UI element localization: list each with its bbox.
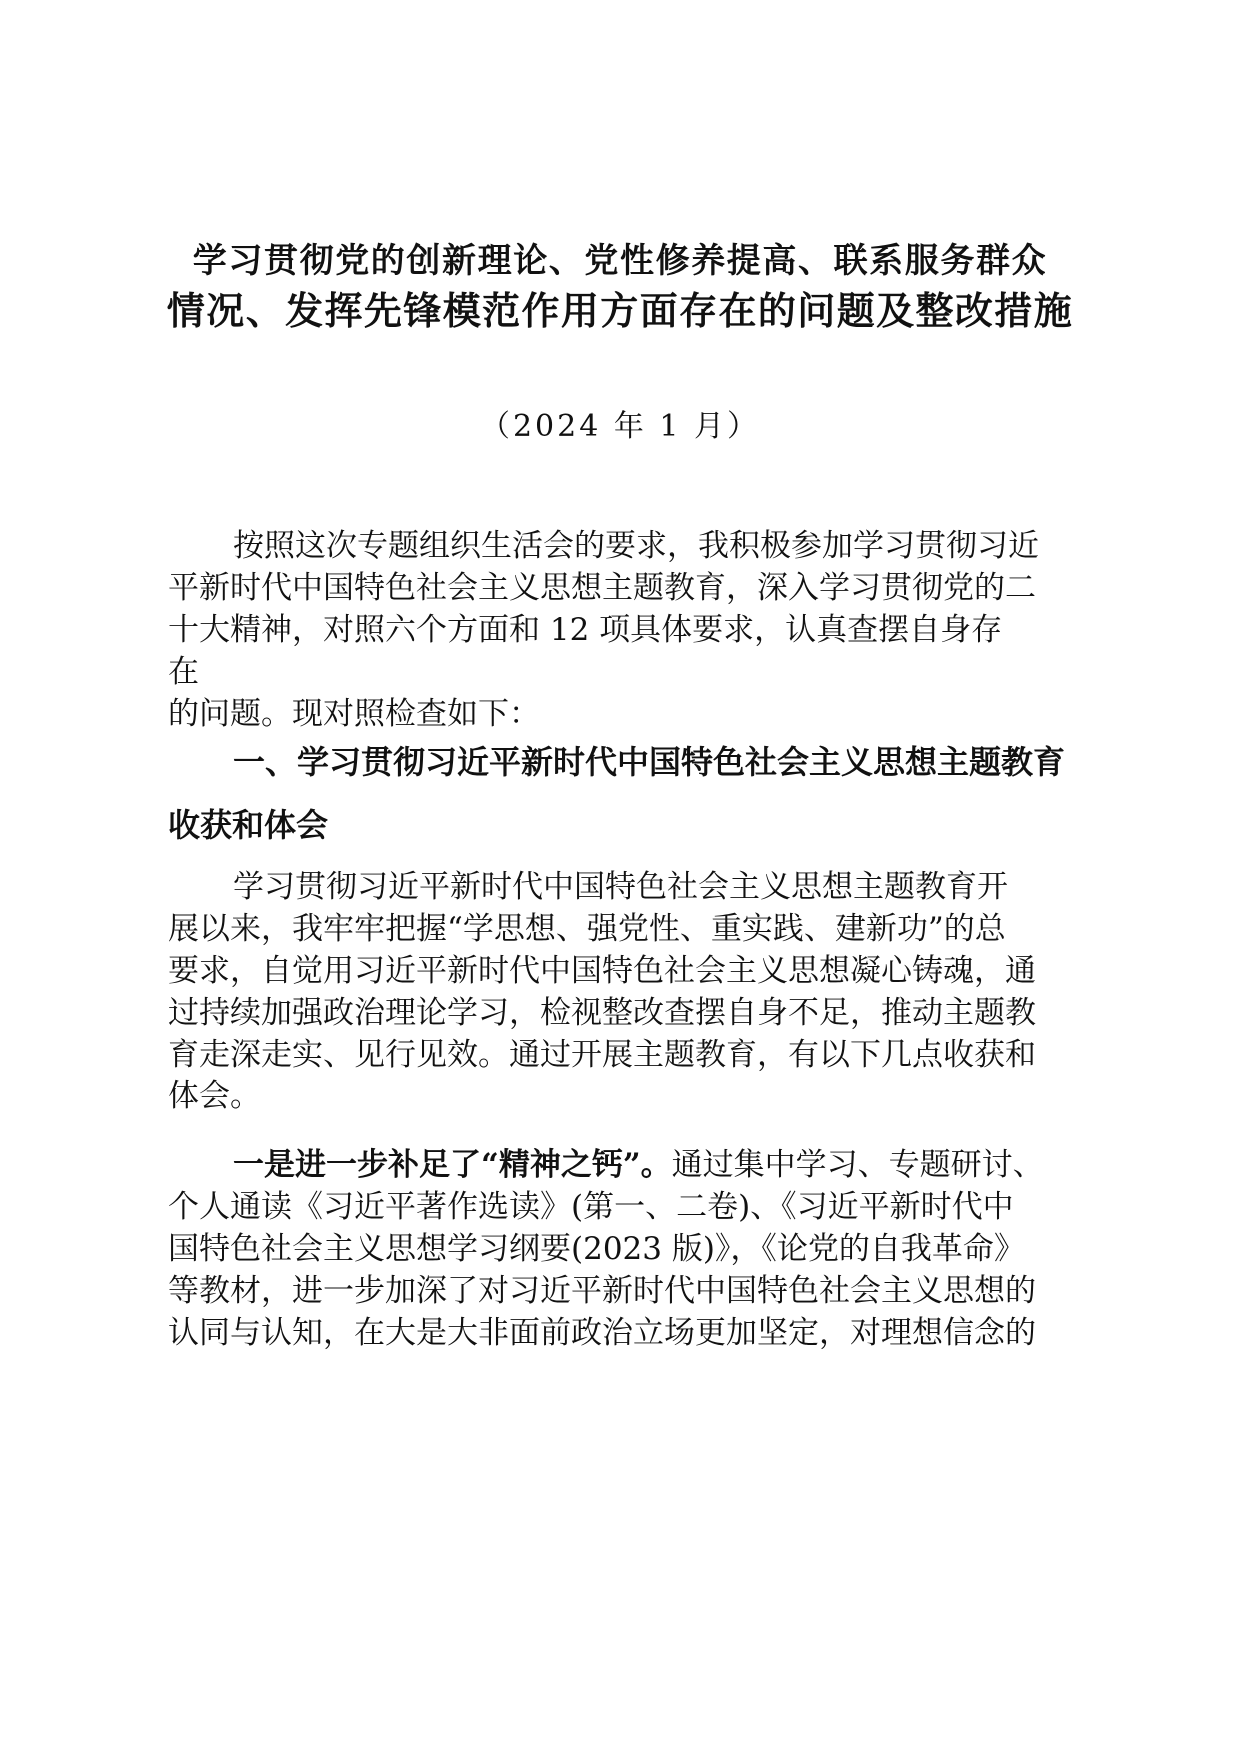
document-title-line-1: 学习贯彻党的创新理论、党性修养提高、联系服务群众 bbox=[192, 241, 1048, 281]
paragraph-2-line: 展以来，我牢牢把握“学思想、强党性、重实践、建新功”的总 bbox=[168, 911, 1006, 947]
paragraph-1-line: 在 bbox=[168, 654, 199, 690]
paragraph-2-line: 要求，自觉用习近平新时代中国特色社会主义思想凝心铸魂，通 bbox=[168, 953, 1036, 989]
paragraph-3-line: 等教材，进一步加深了对习近平新时代中国特色社会主义思想的 bbox=[168, 1273, 1036, 1309]
paragraph-1-line: 平新时代中国特色社会主义思想主题教育，深入学习贯彻党的二 bbox=[168, 570, 1036, 606]
document-title-line-2: 情况、发挥先锋模范作用方面存在的问题及整改措施 bbox=[166, 289, 1074, 333]
paragraph-3-line: 国特色社会主义思想学习纲要(2023 版)》，《论党的自我革命》 bbox=[168, 1231, 1025, 1267]
paragraph-3-first-line bbox=[233, 1147, 1044, 1183]
paragraph-3-line: 个人通读《习近平著作选读》(第一、二卷)、《习近平新时代中 bbox=[168, 1189, 1014, 1225]
paragraph-1-line: 十大精神，对照六个方面和 12 项具体要求，认真查摆自身存 bbox=[168, 612, 1003, 648]
paragraph-1-line: 按照这次专题组织生活会的要求，我积极参加学习贯彻习近 bbox=[233, 528, 1039, 564]
paragraph-3-lead: 一是进一步补足了“精神之钙”。 bbox=[233, 1147, 672, 1183]
paragraph-1-line: 的问题。现对照检查如下： bbox=[168, 696, 540, 732]
document-date: （2024 年 1 月） bbox=[479, 409, 761, 444]
paragraph-3-line: 认同与认知，在大是大非面前政治立场更加坚定，对理想信念的 bbox=[168, 1315, 1036, 1351]
paragraph-2-line: 过持续加强政治理论学习，检视整改查摆自身不足，推动主题教 bbox=[168, 995, 1036, 1031]
paragraph-2-line: 学习贯彻习近平新时代中国特色社会主义思想主题教育开 bbox=[233, 869, 1008, 905]
paragraph-2-line: 体会。 bbox=[168, 1078, 261, 1114]
paragraph-3-line: 通过集中学习、专题研讨、 bbox=[671, 1147, 1044, 1183]
section-heading-line: 收获和体会 bbox=[168, 806, 329, 844]
section-heading-line: 一、学习贯彻习近平新时代中国特色社会主义思想主题教育 bbox=[233, 743, 1066, 781]
paragraph-2-line: 育走深走实、见行见效。通过开展主题教育，有以下几点收获和 bbox=[168, 1037, 1036, 1073]
